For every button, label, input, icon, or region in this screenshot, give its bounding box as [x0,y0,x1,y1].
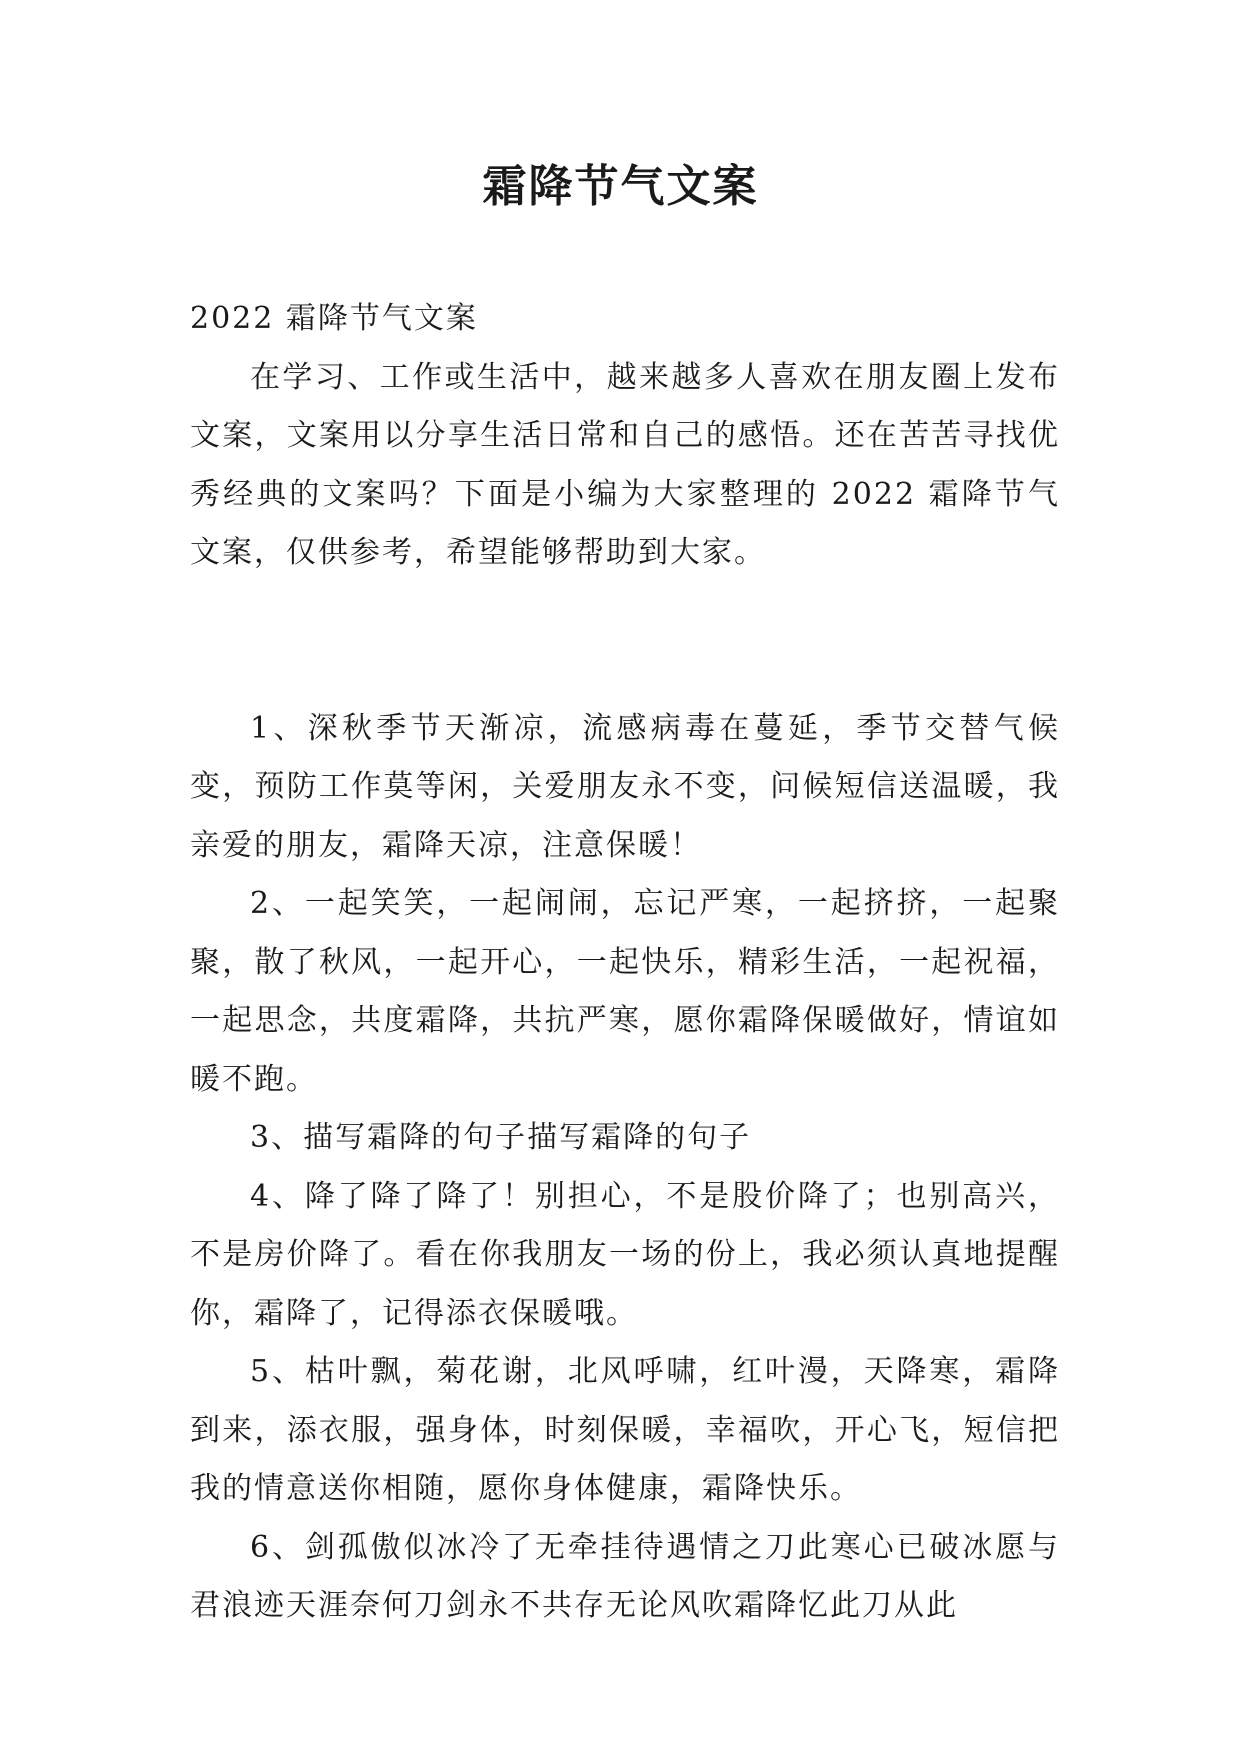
document-subtitle: 2022 霜降节气文案 [190,301,478,336]
intro-paragraph: 在学习、工作或生活中，越来越多人喜欢在朋友圈上发布文案，文案用以分享生活日常和自己的感悟。还在苦苦寻找优秀经典的文案吗？下面是小编为大家整理的 2022 霜降节气文案，仅供参考，希望能够帮助到大家。 [190,359,1060,570]
list-item: 1、深秋季节天渐凉，流感病毒在蔓延，季节交替气候变，预防工作莫等闲，关爱朋友永不变，问候短信送温暖，我亲爱的朋友，霜降天凉，注意保暖！ [190,710,1060,863]
paragraph-spacer [190,583,1060,700]
page-title: 霜降节气文案 [482,161,759,212]
list-item: 4、降了降了降了！别担心，不是股价降了；也别高兴，不是房价降了。看在你我朋友一场的份上，我必须认真地提醒你，霜降了，记得添衣保暖哦。 [190,1178,1060,1331]
list-item: 2、一起笑笑，一起闹闹，忘记严寒，一起挤挤，一起聚聚，散了秋风，一起开心，一起快乐，精彩生活，一起祝福，一起思念，共度霜降，共抗严寒，愿你霜降保暖做好，情谊如暖不跑。 [190,886,1060,1097]
list-item: 5、枯叶飘，菊花谢，北风呼啸，红叶漫，天降寒，霜降到来，添衣服，强身体，时刻保暖，幸福吹，开心飞，短信把我的情意送你相随，愿你身体健康，霜降快乐。 [190,1354,1060,1506]
list-item: 6、剑孤傲似冰冷了无牵挂待遇情之刀此寒心已破冰愿与君浪迹天涯奈何刀剑永不共存无论风吹霜降忆此刀从此 [190,1529,1060,1623]
document-body [190,290,1060,1636]
list-item: 3、描写霜降的句子描写霜降的句子 [250,1120,752,1155]
